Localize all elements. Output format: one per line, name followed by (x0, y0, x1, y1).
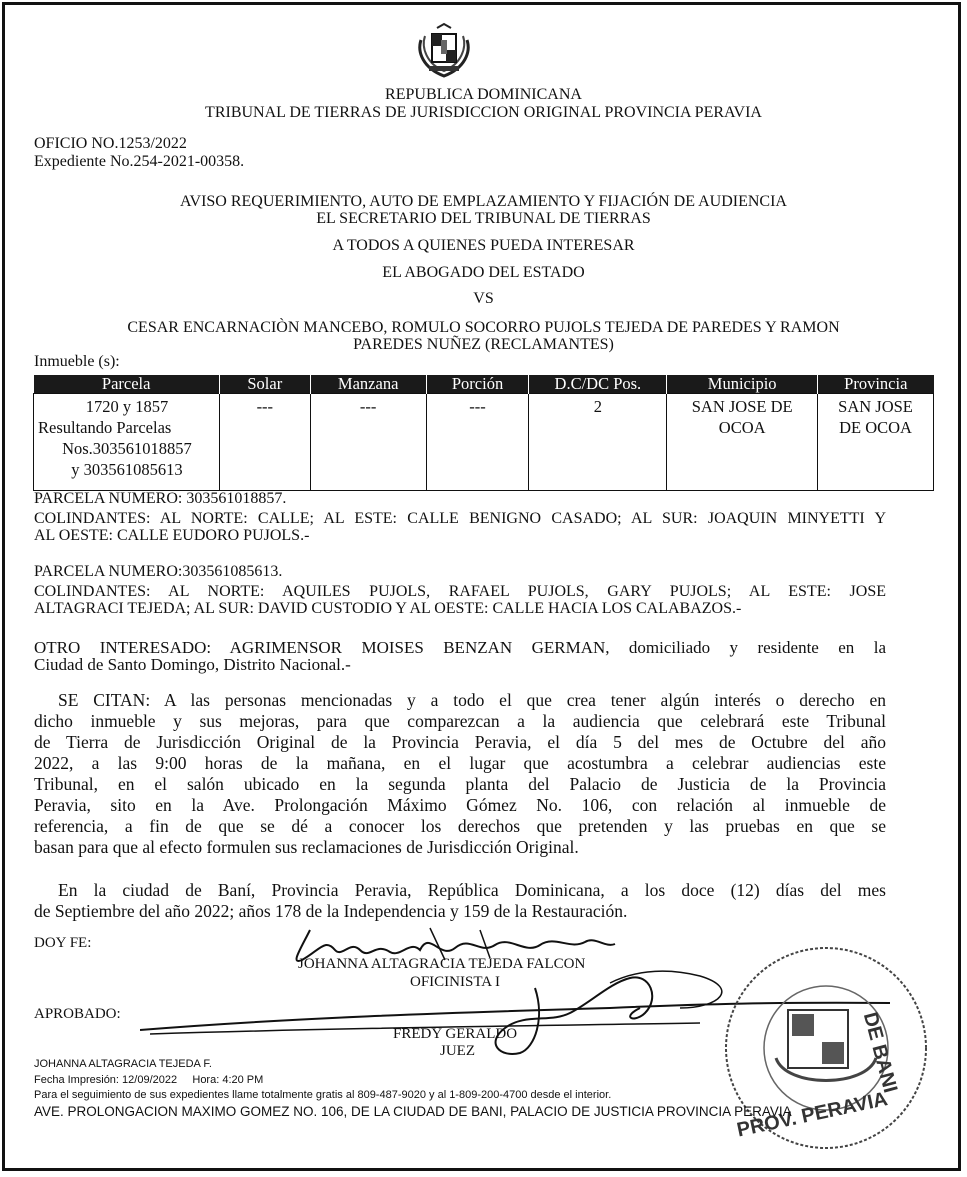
todos-title: A TODOS A QUIENES PUEDA INTERESAR (332, 237, 635, 254)
inmueble-table (33, 375, 934, 491)
parcela-line-2: Resultando Parcelas (38, 418, 172, 437)
seal-text-bottom: PROV. PERAVIA (735, 1088, 890, 1142)
footer-impresion: Fecha Impresión: 12/09/2022 Hora: 4:20 PM (34, 1074, 264, 1086)
header-tribunal: TRIBUNAL DE TIERRAS DE JURISDICCION ORIGINAL PROVINCIA PERAVIA (205, 104, 762, 121)
cell-parcela (34, 394, 220, 491)
seal-text-right: DE BANI (858, 1010, 902, 1096)
header-country: REPUBLICA DOMINICANA (385, 86, 582, 103)
provincia-line-1: SAN JOSE (838, 397, 913, 416)
col-header-dc: D.C/DC Pos. (529, 375, 667, 394)
vs-title: VS (473, 290, 494, 307)
citan-line: referencia, a fin de que se dé a conocer los derechos que pretenden y las pruebas en que se (34, 816, 886, 836)
reclamantes-line-1: CESAR ENCARNACIÒN MANCEBO, ROMULO SOCORRO PUJOLS TEJEDA DE PAREDES Y RAMON (127, 319, 840, 336)
table-row (34, 394, 934, 491)
citan-line: Tribunal, en el salón ubicado en la segunda planta del Palacio de Justicia de la Provincia (34, 774, 886, 794)
aprobado-label: APROBADO: (34, 1006, 121, 1022)
cell-porcion: --- (426, 394, 529, 491)
abogado-title: EL ABOGADO DEL ESTADO (382, 264, 585, 281)
cell-solar: --- (219, 394, 310, 491)
footer-seguimiento: Para el seguimiento de sus expedientes llame totalmente gratis al 809-487-9020 y al 1-809-200-4700 desde el interior. (34, 1089, 612, 1101)
expediente-number: Expediente No.254-2021-00358. (34, 153, 245, 170)
coat-of-arms-icon (415, 22, 473, 80)
col-header-manzana: Manzana (310, 375, 426, 394)
parcela-line-4: y 303561085613 (71, 460, 183, 479)
citan-line: de Tierra de Jurisdicción Original de la Provincia Peravia, el día 5 del mes de Octubre del año (34, 732, 886, 752)
parcela2-colindantes-1: COLINDANTES: AL NORTE: AQUILES PUJOLS, RAFAEL PUJOLS, GARY PUJOLS; AL ESTE: JOSE (34, 583, 886, 600)
provincia-line-2: DE OCOA (839, 418, 912, 437)
col-header-parcela: Parcela (34, 375, 220, 394)
oficinista-name: JOHANNA ALTAGRACIA TEJEDA FALCON (298, 956, 586, 972)
otro-interesado-line-1: OTRO INTERESADO: AGRIMENSOR MOISES BENZAN GERMAN, domiciliado y residente en la (34, 638, 886, 657)
citan-line: Peravia, sito en la Ave. Prolongación Máximo Gómez No. 106, con relación al inmueble de (34, 795, 886, 815)
citan-line: SE CITAN: A las personas mencionadas y a todo el que crea tener algún interés o derecho en (58, 690, 886, 710)
cell-dc: 2 (529, 394, 667, 491)
secretario-title: EL SECRETARIO DEL TRIBUNAL DE TIERRAS (316, 210, 651, 227)
cell-municipio (667, 394, 818, 491)
parcela-line-3: Nos.303561018857 (62, 439, 192, 458)
oficinista-title: OFICINISTA I (410, 974, 501, 990)
footer-emisor: JOHANNA ALTAGRACIA TEJEDA F. (34, 1058, 212, 1070)
parcela1-colindantes-2: AL OESTE: CALLE EUDORO PUJOLS.- (34, 527, 310, 544)
cell-manzana: --- (310, 394, 426, 491)
table-header-row (34, 375, 934, 394)
municipio-line-1: SAN JOSE DE (691, 397, 793, 416)
col-header-porcion: Porción (426, 375, 529, 394)
col-header-municipio: Municipio (667, 375, 818, 394)
parcela2-numero: PARCELA NUMERO:303561085613. (34, 563, 283, 580)
col-header-provincia: Provincia (818, 375, 934, 394)
juez-name: FREDY GERALDO (393, 1026, 518, 1042)
parcela-line-1: 1720 y 1857 (85, 397, 169, 416)
municipio-line-2: OCOA (718, 418, 766, 437)
inmueble-label: Inmueble (s): (34, 353, 120, 370)
fecha-line: de Septiembre del año 2022; años 178 de la Independencia y 159 de la Restauración. (34, 901, 628, 921)
reclamantes-line-2: PAREDES NUÑEZ (RECLAMANTES) (353, 336, 614, 353)
citan-paragraph (34, 690, 886, 858)
cell-provincia (818, 394, 934, 491)
parcela1-colindantes-1: COLINDANTES: AL NORTE: CALLE; AL ESTE: CALLE BENIGNO CASADO; AL SUR: JOAQUIN MINYETTI Y (34, 510, 886, 527)
citan-line: dicho inmueble y sus mejoras, para que comparezcan a la audiencia que celebrará este Tribunal (34, 711, 886, 731)
doy-fe-label: DOY FE: (34, 935, 92, 951)
parcela2-colindantes-2: ALTAGRACI TEJEDA; AL SUR: DAVID CUSTODIO Y AL OESTE: CALLE HACIA LOS CALABAZOS.- (34, 600, 742, 617)
otro-interesado-line-2: Ciudad de Santo Domingo, Distrito Nacional.- (34, 655, 351, 674)
fecha-line: En la ciudad de Baní, Provincia Peravia, República Dominicana, a los doce (12) días del mes (58, 880, 886, 900)
footer-direccion: AVE. PROLONGACION MAXIMO GOMEZ NO. 106, DE LA CIUDAD DE BANI, PALACIO DE JUSTICIA PROVINCIA PERAVIA (34, 1104, 792, 1119)
parcela1-numero: PARCELA NUMERO: 303561018857. (34, 490, 287, 507)
aviso-title: AVISO REQUERIMIENTO, AUTO DE EMPLAZAMIENTO Y FIJACIÓN DE AUDIENCIA (180, 193, 787, 210)
citan-line: 2022, a las 9:00 horas de la mañana, en el lugar que acostumbra a celebrar audiencias este (34, 753, 886, 773)
juez-title: JUEZ (440, 1043, 475, 1059)
citan-line: basan para que al efecto formulen sus reclamaciones de Jurisdicción Original. (34, 837, 579, 857)
col-header-solar: Solar (219, 375, 310, 394)
fecha-paragraph (34, 880, 886, 922)
oficio-number: OFICIO NO.1253/2022 (34, 135, 187, 152)
